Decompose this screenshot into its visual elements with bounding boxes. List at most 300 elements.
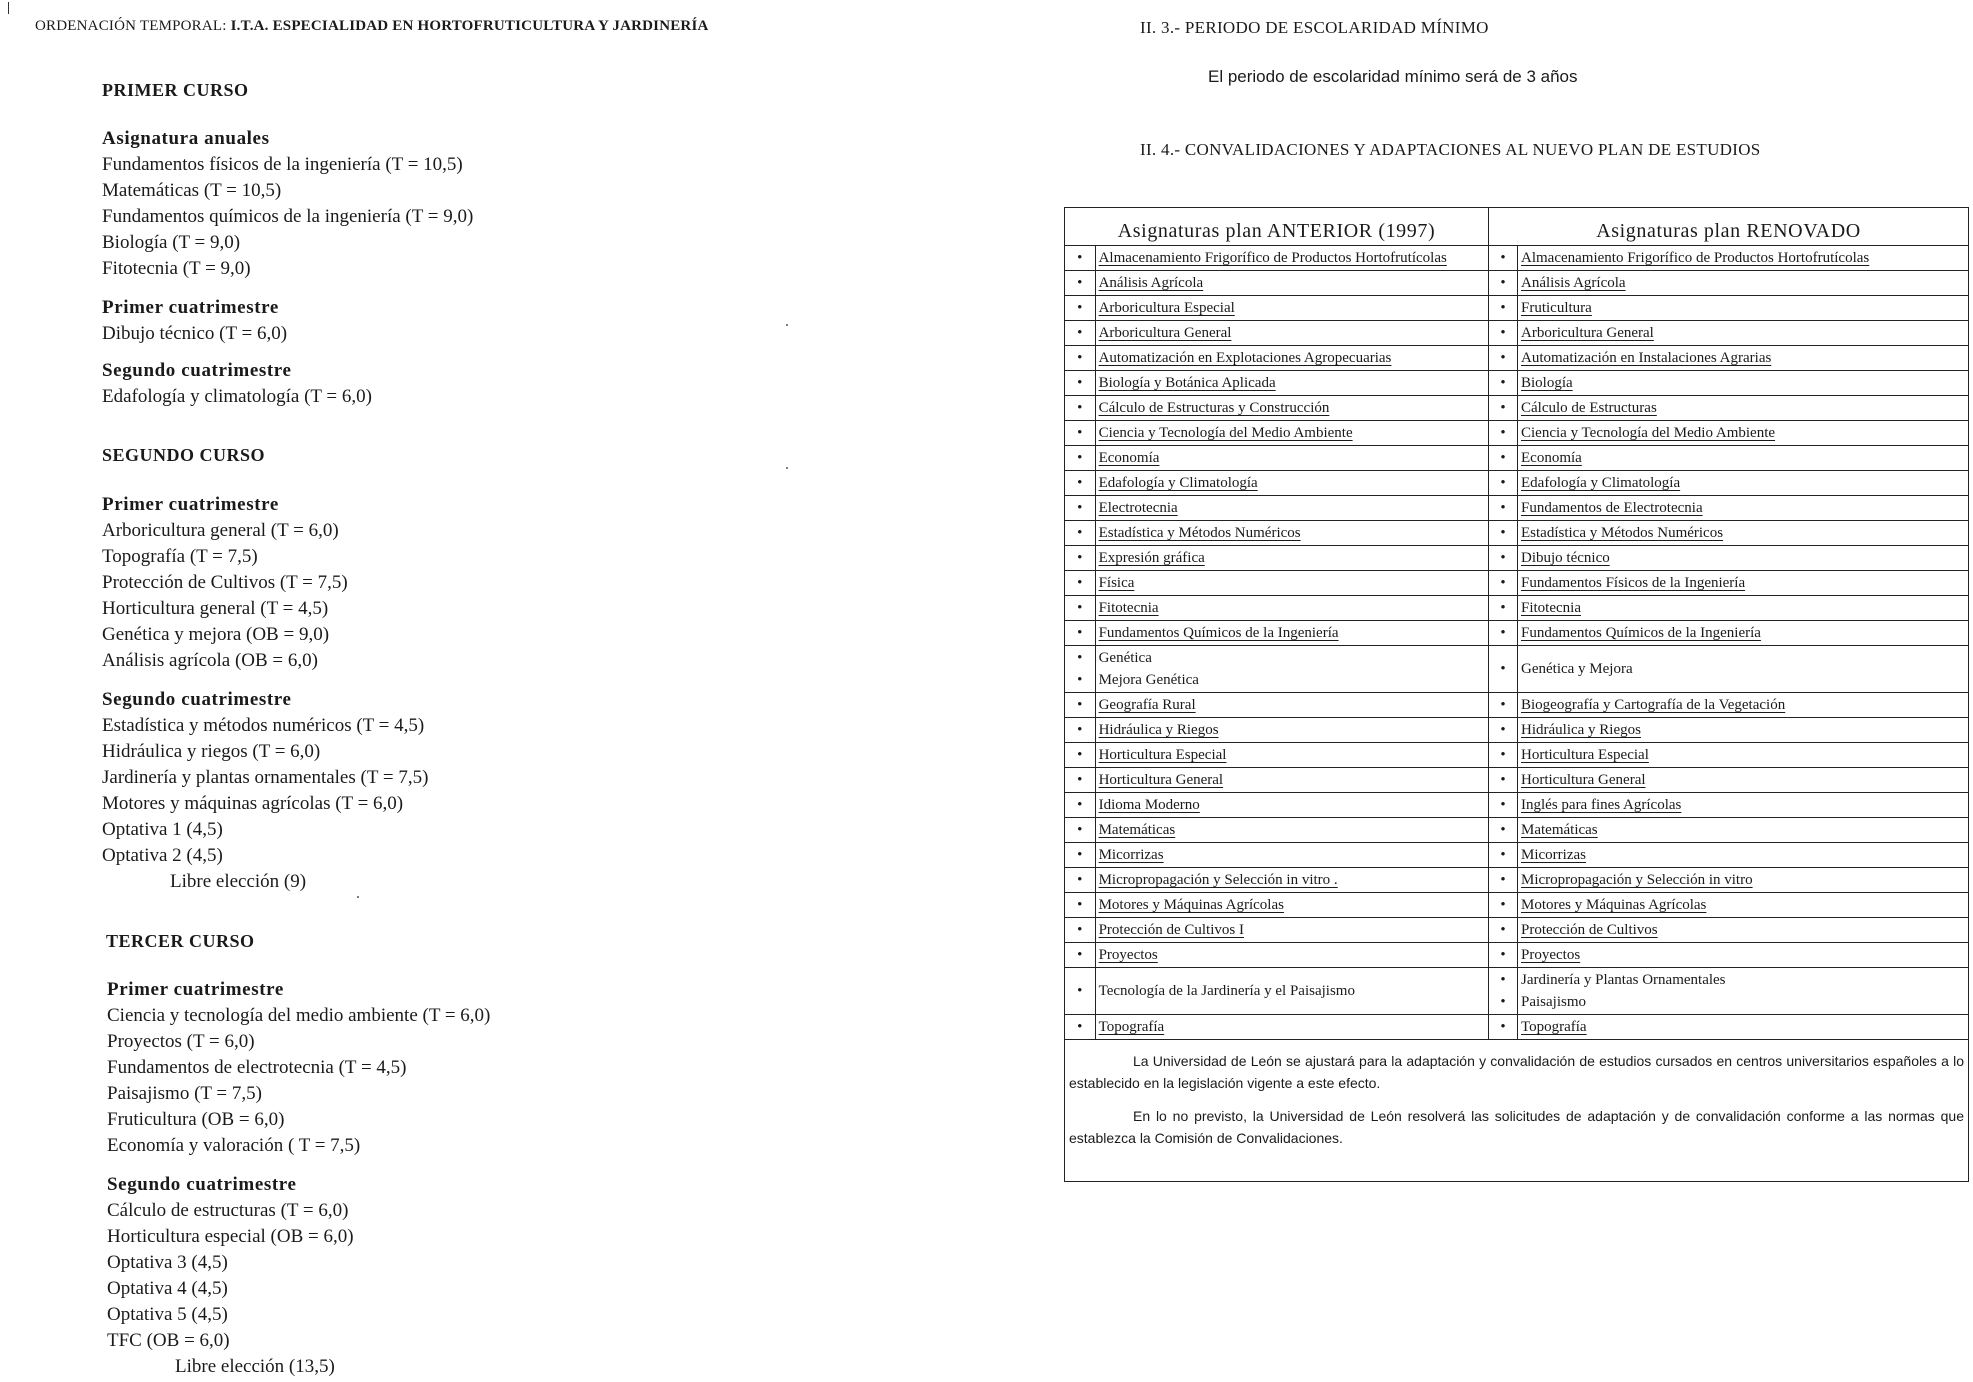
subject-text: Horticultura General [1098,772,1224,788]
new-subject-cell [1518,843,1969,868]
subject-line: Jardinería y plantas ornamentales (T = 7,5) [102,767,429,788]
bullet-cell [1489,743,1518,768]
bullet-icon: • [1077,797,1083,813]
subject-line: Biología (T = 9,0) [102,232,241,253]
old-subject-cell [1095,818,1488,843]
section3-title: II. 3.- PERIODO DE ESCOLARIDAD MÍNIMO [1140,18,1489,37]
bullet-icon: • [1077,1019,1083,1035]
new-subject-cell [1518,446,1969,471]
subject-text: Arboricultura General [1521,325,1654,341]
new-subject-cell [1518,621,1969,646]
bullet-icon: • [1500,697,1506,713]
subject-text: Estadística y Métodos Numéricos [1521,525,1724,541]
new-subject-cell [1518,296,1969,321]
new-subject-cell [1518,968,1969,1015]
bullet-cell [1065,496,1096,521]
bullet-icon: • [1500,797,1506,813]
new-subject-cell [1518,421,1969,446]
subject-text: Proyectos [1521,947,1581,963]
bullet-icon: • [1077,350,1083,366]
bullet-cell [1489,968,1518,1015]
subject-line: Ciencia y tecnología del medio ambiente (T = 6,0) [107,1005,491,1026]
section4-title: II. 4.- CONVALIDACIONES Y ADAPTACIONES AL NUEVO PLAN DE ESTUDIOS [1140,140,1761,159]
table-row [1065,346,1969,371]
old-subject-cell [1095,321,1488,346]
old-subject-cell [1095,296,1488,321]
bullet-cell [1065,446,1096,471]
new-subject-cell [1518,1015,1969,1040]
header-prefix: ORDENACIÓN TEMPORAL: [35,18,227,34]
bullet-icon: • [1077,983,1083,999]
bullet-icon: • [1500,475,1506,491]
first-course-s1 [102,295,287,347]
bullet-cell [1489,321,1518,346]
new-subject-cell [1518,893,1969,918]
subject-text: Mejora Genética [1098,672,1199,688]
bullet-icon: • [1500,500,1506,516]
bullet-icon: • [1500,897,1506,913]
bullet-cell [1489,693,1518,718]
new-subject-cell [1518,571,1969,596]
subject-line: Fruticultura (OB = 6,0) [107,1109,285,1130]
bullet-icon: • [1500,425,1506,441]
subject-line: Optativa 2 (4,5) [102,845,223,866]
bullet-cell [1489,446,1518,471]
bullet-icon: • [1077,747,1083,763]
bullet-cell [1065,1015,1096,1040]
subject-text: Fundamentos de Electrotecnia [1521,500,1703,516]
bullet-cell [1065,246,1096,271]
bullet-cell [1065,918,1096,943]
bullet-cell [1065,546,1096,571]
new-subject-cell [1518,646,1969,693]
subject-line: Fundamentos físicos de la ingeniería (T = 10,5) [102,154,463,175]
bullet-icon: • [1077,722,1083,738]
subject-text: Almacenamiento Frigorífico de Productos Hortofrutícolas [1098,250,1447,266]
semester-subheading: Primer cuatrimestre [107,979,284,1000]
bullet-cell [1489,421,1518,446]
new-subject-cell [1518,496,1969,521]
bullet-cell [1065,718,1096,743]
bullet-icon: • [1500,375,1506,391]
subject-line: Estadística y métodos numéricos (T = 4,5) [102,715,425,736]
bullet-cell [1065,271,1096,296]
bullet-icon: • [1500,275,1506,291]
bullet-cell [1489,371,1518,396]
old-subject-cell [1095,371,1488,396]
old-subject-cell [1095,943,1488,968]
subject-line: Dibujo técnico (T = 6,0) [102,323,288,344]
bullet-icon: • [1077,672,1083,688]
subject-line: Fundamentos de electrotecnia (T = 4,5) [107,1057,407,1078]
bullet-cell [1489,1015,1518,1040]
table-row [1065,596,1969,621]
subject-text: Proyectos [1098,947,1158,963]
new-subject-cell [1518,396,1969,421]
subject-text: Biología [1521,375,1573,391]
subject-text: Fitotecnia [1521,600,1581,616]
bullet-cell [1065,943,1096,968]
bullet-icon: • [1500,450,1506,466]
subject-text: Biología y Botánica Aplicada [1098,375,1276,391]
bullet-icon: • [1077,425,1083,441]
old-subject-cell [1095,843,1488,868]
bullet-cell [1489,793,1518,818]
new-subject-cell [1518,346,1969,371]
new-subject-cell [1518,768,1969,793]
bullet-icon: • [1077,525,1083,541]
subject-text: Topografía [1521,1019,1587,1035]
new-subject-cell [1518,943,1969,968]
bullet-icon: • [1077,550,1083,566]
subject-text: Ciencia y Tecnología del Medio Ambiente [1098,425,1353,441]
page-header [35,18,709,35]
note-paragraph-2 [1069,1105,1964,1149]
subject-text: Matemáticas [1521,822,1598,838]
subject-text: Micorrizas [1521,847,1586,863]
bullet-icon: • [1500,525,1506,541]
bullet-icon: • [1500,325,1506,341]
table-row [1065,968,1969,1015]
subject-text: Electrotecnia [1098,500,1178,516]
bullet-cell [1065,818,1096,843]
subject-text: Biogeografía y Cartografía de la Vegetación [1521,697,1786,713]
subject-line: Topografía (T = 7,5) [102,546,258,567]
bullet-cell [1065,621,1096,646]
table-row [1065,818,1969,843]
bullet-cell [1065,768,1096,793]
bullet-icon: • [1500,947,1506,963]
subject-text: Análisis Agrícola [1521,275,1626,291]
subject-text: Micropropagación y Selección in vitro . [1098,872,1338,888]
subject-line: Paisajismo (T = 7,5) [107,1083,262,1104]
table-row [1065,646,1969,693]
bullet-cell [1489,546,1518,571]
bullet-cell [1489,893,1518,918]
subject-text: Edafología y Climatología [1521,475,1681,491]
subject-text: Idioma Moderno [1098,797,1200,813]
table-row [1065,768,1969,793]
subject-line: Motores y máquinas agrícolas (T = 6,0) [102,793,404,814]
new-subject-cell [1518,371,1969,396]
subject-line: Optativa 4 (4,5) [107,1278,228,1299]
note-1-text: La Universidad de León se ajustará para la adaptación y convalidación de estudios cursados en centros universitarios españoles a lo establecido en la legislación vigente a este efecto. [1069,1053,1964,1091]
subject-text: Geografía Rural [1098,697,1196,713]
table-body [1065,246,1969,1040]
bullet-cell [1489,646,1518,693]
subject-text: Automatización en Instalaciones Agrarias [1521,350,1772,366]
subject-text: Protección de Cultivos [1521,922,1658,938]
subject-text: Topografía [1098,1019,1165,1035]
bullet-icon: • [1077,872,1083,888]
subject-text: Motores y Máquinas Agrícolas [1521,897,1707,913]
old-subject-cell [1095,246,1488,271]
bullet-icon: • [1077,325,1083,341]
bullet-cell [1065,521,1096,546]
bullet-icon: • [1077,400,1083,416]
subject-text: Horticultura Especial [1521,747,1649,763]
subject-text: Hidráulica y Riegos [1098,722,1219,738]
semester-subheading: Segundo cuatrimestre [102,689,292,710]
bullet-icon: • [1077,822,1083,838]
bullet-cell [1065,843,1096,868]
bullet-icon: • [1500,872,1506,888]
old-subject-cell [1095,718,1488,743]
subject-text: Fundamentos Químicos de la Ingeniería [1098,625,1339,641]
table-row [1065,421,1969,446]
bullet-icon: • [1500,922,1506,938]
bullet-cell [1065,371,1096,396]
old-subject-cell [1095,546,1488,571]
subject-text: Fruticultura [1521,300,1592,316]
old-subject-cell [1095,768,1488,793]
second-course-s2 [102,687,428,895]
bullet-cell [1489,943,1518,968]
table-header-row [1065,208,1969,246]
subject-text: Horticultura Especial [1098,747,1227,763]
subject-text: Edafología y Climatología [1098,475,1258,491]
bullet-icon: • [1077,375,1083,391]
bullet-icon: • [1500,575,1506,591]
bullet-cell [1489,271,1518,296]
subject-text: Análisis Agrícola [1098,275,1204,291]
bullet-icon: • [1077,947,1083,963]
old-subject-cell [1095,596,1488,621]
old-subject-cell [1095,421,1488,446]
subject-line: Fundamentos químicos de la ingeniería (T = 9,0) [102,206,474,227]
subject-text: Protección de Cultivos I [1098,922,1244,938]
table-row [1065,621,1969,646]
subject-line: Hidráulica y riegos (T = 6,0) [102,741,321,762]
note-paragraph-1 [1069,1050,1964,1094]
third-course-s2 [107,1172,354,1380]
new-subject-cell [1518,546,1969,571]
scan-speck [357,896,359,898]
new-subject-cell [1518,818,1969,843]
new-subject-cell [1518,596,1969,621]
bullet-cell [1489,621,1518,646]
old-subject-cell [1095,743,1488,768]
old-subject-cell [1095,571,1488,596]
third-course-title: TERCER CURSO [106,931,255,951]
subject-line: Protección de Cultivos (T = 7,5) [102,572,348,593]
subject-line: Matemáticas (T = 10,5) [102,180,282,201]
semester-subheading: Primer cuatrimestre [102,494,279,515]
subject-text: Arboricultura General [1098,325,1232,341]
first-course-s2 [102,358,372,410]
bullet-cell [1489,571,1518,596]
bullet-icon: • [1077,275,1083,291]
bullet-icon: • [1500,350,1506,366]
table-row [1065,321,1969,346]
subject-line: Horticultura especial (OB = 6,0) [107,1226,354,1247]
bullet-icon: • [1077,250,1083,266]
free-choice-line: Libre elección (13,5) [175,1356,335,1377]
old-subject-cell [1095,471,1488,496]
first-course-annual [102,126,473,282]
subject-text: Física [1098,575,1135,591]
bullet-cell [1489,718,1518,743]
table-row [1065,693,1969,718]
subject-text: Inglés para fines Agrícolas [1521,797,1682,813]
bullet-cell [1489,768,1518,793]
second-course-s1 [102,492,348,674]
subject-text: Paisajismo [1521,994,1587,1010]
subject-text: Arboricultura Especial [1098,300,1235,316]
bullet-icon: • [1500,772,1506,788]
bullet-icon: • [1500,625,1506,641]
bullet-icon: • [1500,550,1506,566]
free-choice-line: Libre elección (9) [170,871,307,892]
table-row [1065,743,1969,768]
subject-line: Optativa 3 (4,5) [107,1252,228,1273]
subject-text: Hidráulica y Riegos [1521,722,1641,738]
bullet-icon: • [1500,1019,1506,1035]
table-row [1065,296,1969,321]
subject-text: Expresión gráfica [1098,550,1205,566]
bullet-icon: • [1077,897,1083,913]
subject-text: Tecnología de la Jardinería y el Paisajismo [1098,983,1355,999]
old-subject-cell [1095,693,1488,718]
bullet-icon: • [1077,300,1083,316]
bullet-icon: • [1077,922,1083,938]
bullet-icon: • [1077,475,1083,491]
old-subject-cell [1095,521,1488,546]
bullet-cell [1489,496,1518,521]
subject-line: Arboricultura general (T = 6,0) [102,520,339,541]
bullet-cell [1489,521,1518,546]
table-row [1065,471,1969,496]
table-row [1065,446,1969,471]
bullet-icon: • [1500,600,1506,616]
table-row [1065,546,1969,571]
bullet-cell [1065,571,1096,596]
bullet-icon: • [1077,500,1083,516]
table-row [1065,521,1969,546]
table-row [1065,843,1969,868]
subject-text: Jardinería y Plantas Ornamentales [1521,972,1726,988]
subject-text: Horticultura General [1521,772,1646,788]
bullet-icon: • [1500,994,1506,1010]
subject-text: Automatización en Explotaciones Agropecuarias [1098,350,1392,366]
table-row [1065,718,1969,743]
old-subject-cell [1095,868,1488,893]
bullet-cell [1065,596,1096,621]
subject-text: Matemáticas [1098,822,1176,838]
new-subject-cell [1518,743,1969,768]
subject-text: Genética [1098,650,1152,666]
new-subject-cell [1518,246,1969,271]
bullet-icon: • [1077,697,1083,713]
table-row [1065,793,1969,818]
bullet-icon: • [1500,722,1506,738]
subject-text: Fundamentos Químicos de la Ingeniería [1521,625,1761,641]
new-subject-cell [1518,693,1969,718]
bullet-icon: • [1500,661,1506,677]
old-subject-cell [1095,496,1488,521]
old-subject-cell [1095,793,1488,818]
new-subject-cell [1518,868,1969,893]
subject-text: Economía [1521,450,1582,466]
old-subject-cell [1095,918,1488,943]
bullet-icon: • [1500,400,1506,416]
bullet-icon: • [1500,747,1506,763]
subject-text: Micropropagación y Selección in vitro [1521,872,1753,888]
bullet-cell [1489,346,1518,371]
old-subject-cell [1095,446,1488,471]
bullet-cell [1065,968,1096,1015]
new-subject-cell [1518,521,1969,546]
subject-line: Edafología y climatología (T = 6,0) [102,386,372,407]
bullet-cell [1489,818,1518,843]
old-subject-cell [1095,893,1488,918]
subject-line: TFC (OB = 6,0) [107,1330,230,1351]
old-subject-cell [1095,1015,1488,1040]
subject-text: Cálculo de Estructuras y Construcción [1098,400,1330,416]
bullet-cell [1489,918,1518,943]
third-course-s1 [107,977,490,1159]
table-row [1065,371,1969,396]
note-2-text: En lo no previsto, la Universidad de León resolverá las solicitudes de adaptación y de convalidación conforme a las normas que establezca la Comisión de Convalidaciones. [1069,1108,1964,1146]
old-subject-cell [1095,396,1488,421]
bullet-cell [1065,346,1096,371]
new-subject-cell [1518,918,1969,943]
bullet-cell [1489,396,1518,421]
bullet-cell [1065,421,1096,446]
scan-speck [786,324,788,326]
bullet-icon: • [1077,650,1083,666]
table-row [1065,271,1969,296]
old-subject-cell [1095,621,1488,646]
bullet-icon: • [1077,450,1083,466]
semester-subheading: Segundo cuatrimestre [107,1174,297,1195]
bullet-cell [1489,868,1518,893]
bullet-cell [1489,596,1518,621]
new-subject-cell [1518,718,1969,743]
bullet-cell [1065,471,1096,496]
table-row [1065,396,1969,421]
old-subject-cell [1095,346,1488,371]
bullet-cell [1065,743,1096,768]
header-title: I.T.A. ESPECIALIDAD EN HORTOFRUTICULTURA Y JARDINERÍA [230,18,709,34]
bullet-cell [1489,246,1518,271]
bullet-cell [1065,693,1096,718]
bullet-icon: • [1500,300,1506,316]
subject-line: Optativa 5 (4,5) [107,1304,228,1325]
first-course-title: PRIMER CURSO [102,80,249,100]
table-row [1065,918,1969,943]
bullet-icon: • [1500,250,1506,266]
subject-line: Cálculo de estructuras (T = 6,0) [107,1200,349,1221]
subject-text: Fundamentos Físicos de la Ingeniería [1521,575,1746,591]
bullet-cell [1489,471,1518,496]
semester-subheading: Primer cuatrimestre [102,297,279,318]
new-subject-cell [1518,471,1969,496]
subject-text: Almacenamiento Frigorífico de Productos Hortofrutícolas [1521,250,1870,266]
annual-subheading: Asignatura anuales [102,128,270,149]
table-row [1065,496,1969,521]
column-header-new: Asignaturas plan RENOVADO [1489,208,1969,246]
subject-line: Análisis agrícola (OB = 6,0) [102,650,318,671]
semester-subheading: Segundo cuatrimestre [102,360,292,381]
subject-line: Proyectos (T = 6,0) [107,1031,255,1052]
section3-text: El periodo de escolaridad mínimo será de 3 años [1208,67,1578,86]
bullet-cell [1065,868,1096,893]
bullet-cell [1065,396,1096,421]
old-subject-cell [1095,968,1488,1015]
table-row [1065,246,1969,271]
bullet-cell [1065,893,1096,918]
